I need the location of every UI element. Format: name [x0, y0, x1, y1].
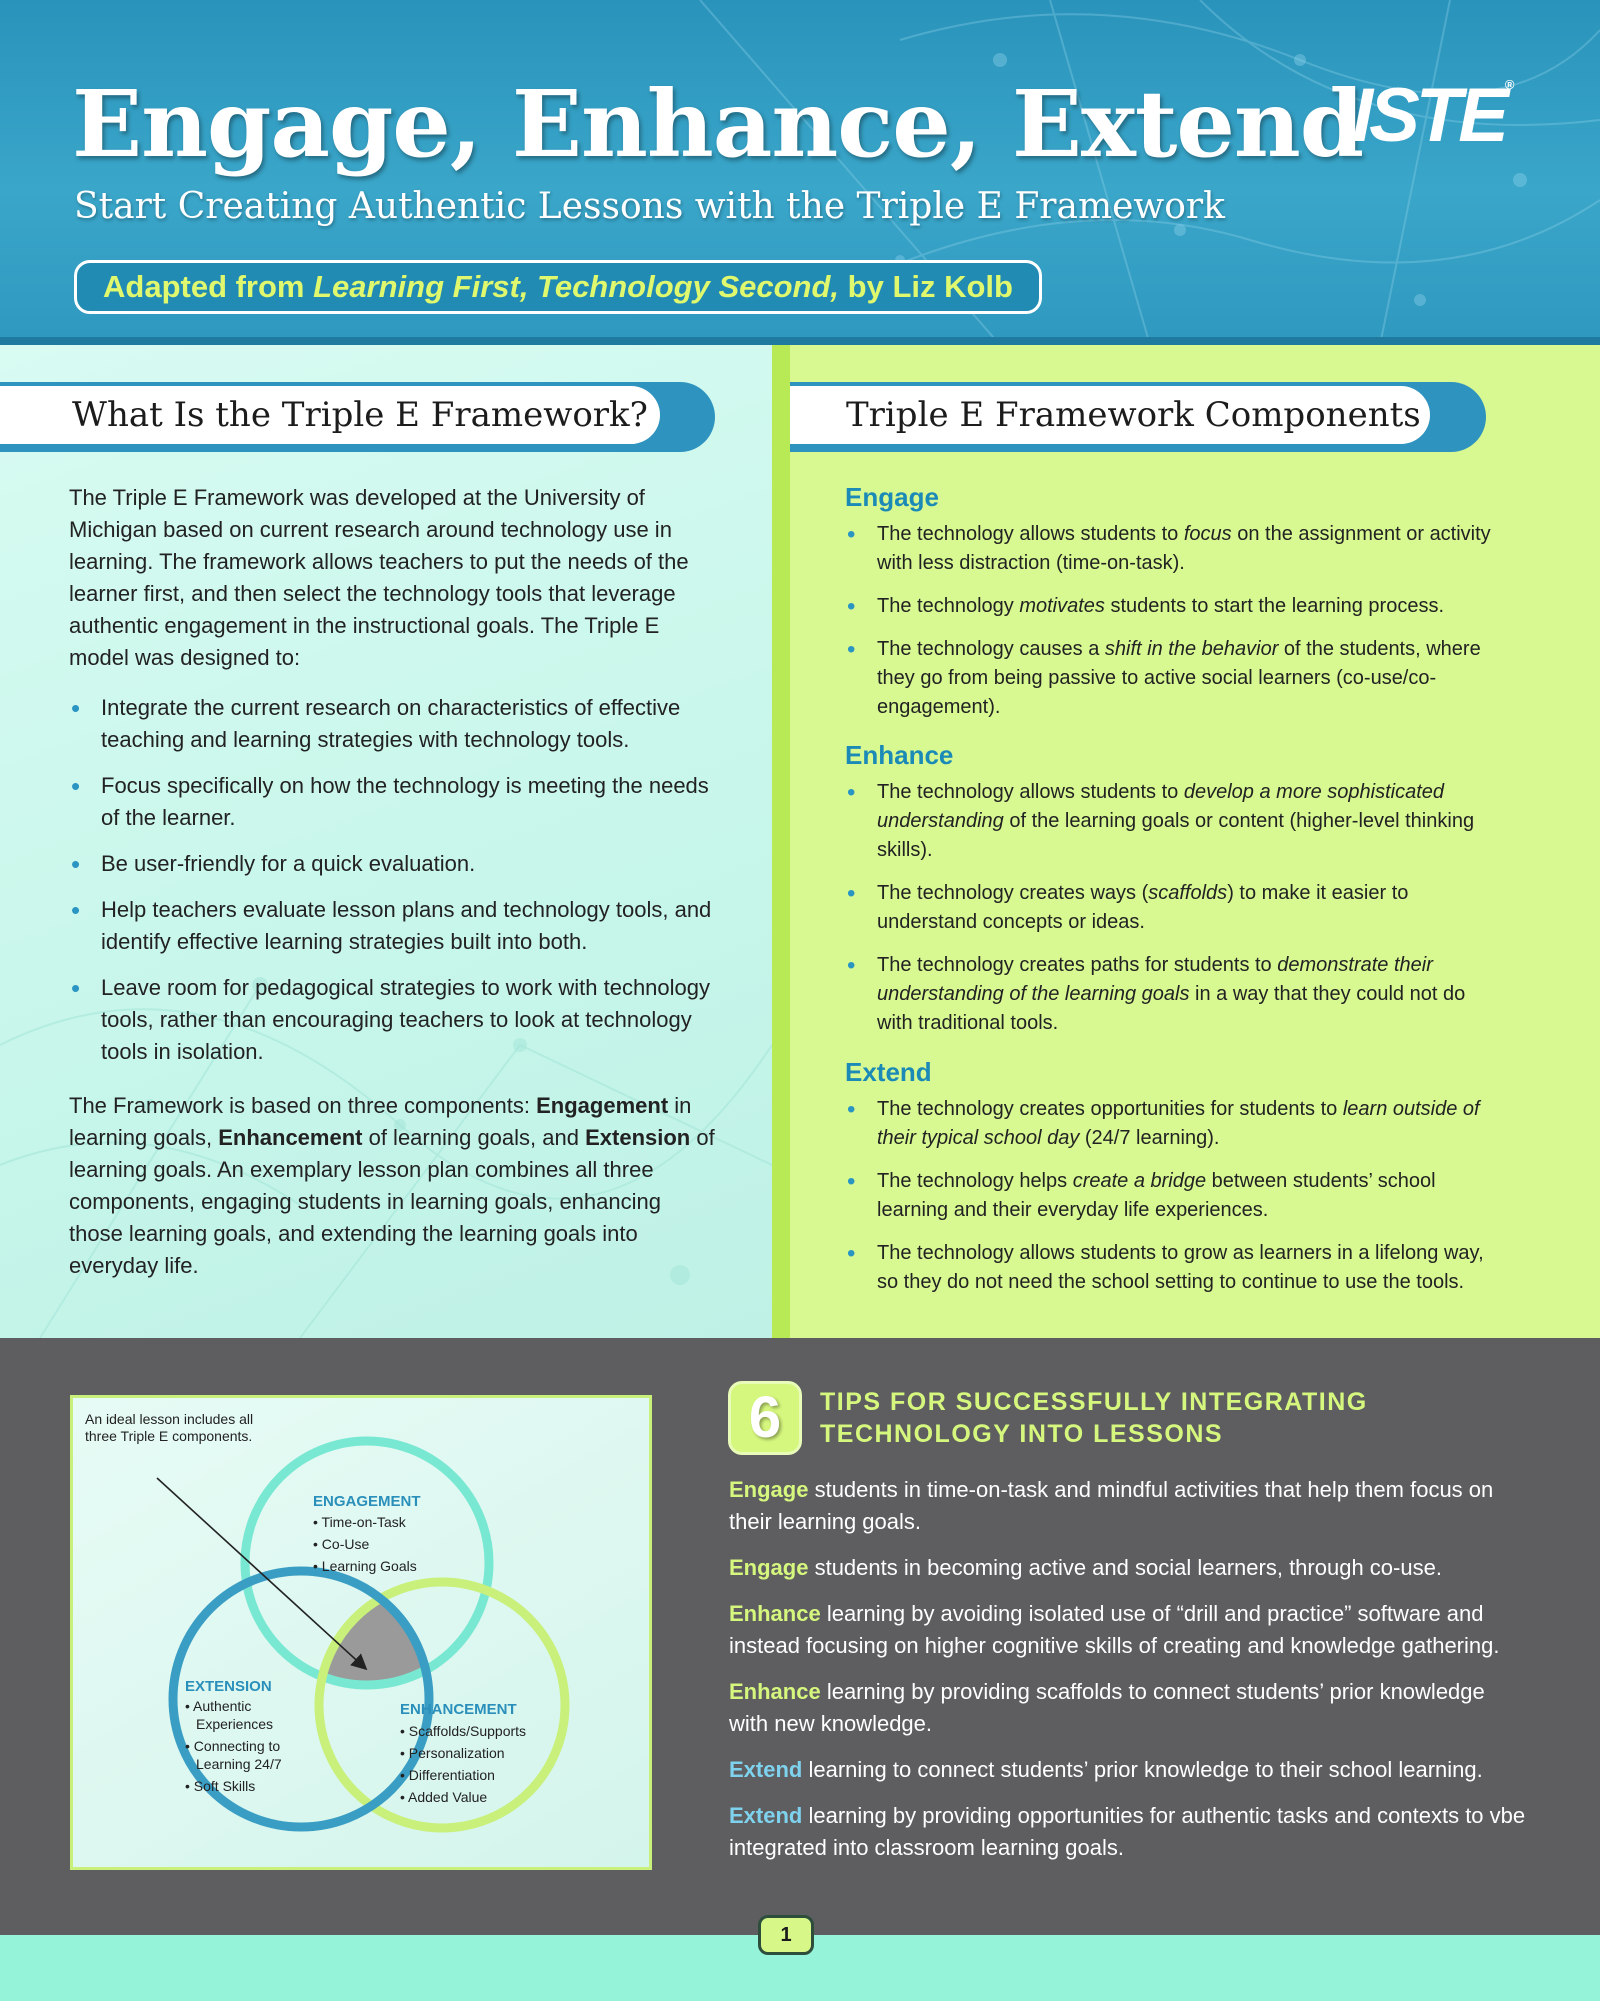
- engagement-item: • Co-Use: [313, 1536, 370, 1552]
- adapted-author: by Liz Kolb: [839, 269, 1013, 304]
- extension-item: Experiences: [196, 1716, 274, 1732]
- list-item: • Leave room for pedagogical strategies to work with technology tools, rather than encouraging teachers to look at technology tools in isolation.: [69, 972, 717, 1068]
- extend-heading: Extend: [845, 1057, 932, 1087]
- tip-keyword: Extend: [729, 1803, 803, 1828]
- engagement-item: • Learning Goals: [313, 1558, 417, 1574]
- closing-text: of learning goals, and: [362, 1125, 586, 1150]
- enhancement-term: Enhancement: [218, 1125, 363, 1150]
- enhance-list: [845, 778, 1505, 1052]
- iste-logo: [1352, 73, 1515, 158]
- tip-text: students in becoming active and social learners, through co-use.: [808, 1555, 1442, 1580]
- extension-label: EXTENSION: [185, 1678, 272, 1695]
- enhancement-label: ENHANCEMENT: [400, 1701, 517, 1718]
- tip-keyword: Enhance: [729, 1679, 821, 1704]
- list-item: • The technology creates paths for students to demonstrate their understanding of the learning goals in a way that they could not do with traditional tools.: [845, 951, 1505, 1038]
- components-heading: Triple E Framework Components: [790, 386, 1430, 444]
- venn-diagram: [73, 1398, 649, 1867]
- logo-text: ISTE: [1352, 73, 1505, 158]
- extension-item: • Soft Skills: [185, 1778, 256, 1794]
- engagement-item: • Time-on-Task: [313, 1514, 406, 1530]
- engagement-label: ENGAGEMENT: [313, 1493, 421, 1510]
- engage-list: [845, 520, 1505, 736]
- closing-text: of learning goals. An exemplary lesson plan combines all three components, engaging students in learning goals, enhancing those learning goals, and extending the learning goals into everyday life.: [69, 1125, 715, 1278]
- page-number: 1: [758, 1915, 814, 1955]
- extension-item: Learning 24/7: [196, 1756, 282, 1772]
- adapted-book-title: Learning First, Technology Second,: [313, 269, 840, 304]
- list-item: • Integrate the current research on characteristics of effective teaching and learning strategies with technology tools.: [69, 692, 717, 756]
- list-item: • The technology causes a shift in the behavior of the students, where they go from being passive to active social learners (co-use/co-engagement).: [845, 635, 1505, 722]
- enhancement-item: • Personalization: [400, 1745, 505, 1761]
- tips-heading: [820, 1386, 1368, 1450]
- column-separator: [772, 345, 790, 1338]
- tip-keyword: Engage: [729, 1477, 809, 1502]
- closing-text: in learning goals,: [69, 1093, 692, 1150]
- tip-text: learning to connect students’ prior knowledge to their school learning.: [802, 1757, 1483, 1782]
- closing-text: The Framework is based on three components:: [69, 1093, 537, 1118]
- what-is-heading-tab: [0, 382, 715, 452]
- tip-text: learning by providing opportunities for authentic tasks and contexts to vbe integrated into classroom learning goals.: [729, 1803, 1526, 1860]
- logo-trademark: ®: [1504, 77, 1515, 92]
- enhance-heading: Enhance: [845, 740, 954, 770]
- tip-item: [729, 1552, 1529, 1584]
- design-goals-list: [69, 692, 717, 1082]
- adapted-prefix: Adapted from: [103, 269, 314, 304]
- tip-item: [729, 1474, 1529, 1538]
- extension-term: Extension: [585, 1125, 691, 1150]
- closing-paragraph: [69, 1090, 717, 1282]
- tip-item: [729, 1676, 1529, 1740]
- diagram-note: An ideal lesson includes all: [85, 1411, 254, 1427]
- tip-item: [729, 1800, 1529, 1864]
- components-heading-tab: [790, 382, 1486, 452]
- tips-heading-line: TIPS FOR SUCCESSFULLY INTEGRATING: [820, 1388, 1368, 1416]
- list-item: • The technology allows students to develop a more sophisticated understanding of the learning goals or content (higher-level thinking skills).: [845, 778, 1505, 865]
- list-item: • The technology creates opportunities for students to learn outside of their typical school day (24/7 learning).: [845, 1095, 1505, 1153]
- tip-text: learning by avoiding isolated use of “drill and practice” software and instead focusing on higher cognitive skills of creating and knowledge gathering.: [729, 1601, 1500, 1658]
- list-item: • Be user-friendly for a quick evaluation.: [69, 848, 717, 880]
- extension-item: • Connecting to: [185, 1738, 281, 1754]
- list-item: • The technology motivates students to start the learning process.: [845, 592, 1505, 621]
- tip-keyword: Engage: [729, 1555, 809, 1580]
- tip-keyword: Extend: [729, 1757, 803, 1782]
- list-item: • The technology creates ways (scaffolds) to make it easier to understand concepts or ideas.: [845, 879, 1505, 937]
- tip-text: learning by providing scaffolds to connect students’ prior knowledge with new knowledge.: [729, 1679, 1485, 1736]
- page-header: [0, 0, 1600, 345]
- list-item: • Help teachers evaluate lesson plans and technology tools, and identify effective learning strategies built into both.: [69, 894, 717, 958]
- enhancement-item: • Differentiation: [400, 1767, 495, 1783]
- page-title: Engage, Enhance, Extend: [72, 70, 1364, 178]
- engage-heading: Engage: [845, 482, 939, 512]
- list-item: • The technology allows students to grow as learners in a lifelong way, so they do not need the school setting to continue to use the tools.: [845, 1239, 1505, 1297]
- tips-number-badge: 6: [728, 1381, 802, 1455]
- what-is-heading: What Is the Triple E Framework?: [0, 386, 660, 444]
- extension-item: • Authentic: [185, 1698, 252, 1714]
- list-item: • The technology helps create a bridge between students’ school learning and their everyday life experiences.: [845, 1167, 1505, 1225]
- tip-text: students in time-on-task and mindful activities that help them focus on their learning goals.: [729, 1477, 1494, 1534]
- enhancement-item: • Scaffolds/Supports: [400, 1723, 527, 1739]
- enhancement-item: • Added Value: [400, 1789, 488, 1805]
- engagement-term: Engagement: [536, 1093, 669, 1118]
- extend-list: [845, 1095, 1505, 1311]
- diagram-note: three Triple E components.: [85, 1428, 253, 1444]
- tip-item: [729, 1754, 1529, 1786]
- tip-keyword: Enhance: [729, 1601, 821, 1626]
- venn-diagram-panel: [70, 1395, 652, 1870]
- page-subtitle: Start Creating Authentic Lessons with the Triple E Framework: [74, 186, 1225, 227]
- intro-paragraph: The Triple E Framework was developed at the University of Michigan based on current research around technology use in learning. The framework allows teachers to put the needs of the learner first, and then select the technology tools that leverage authentic engagement in the instructional goals. The Triple E model was designed to:: [69, 485, 689, 670]
- tips-list: [729, 1474, 1529, 1878]
- list-item: • The technology allows students to focus on the assignment or activity with less distraction (time-on-task).: [845, 520, 1505, 578]
- tips-heading-line: TECHNOLOGY INTO LESSONS: [820, 1420, 1224, 1448]
- adapted-from-badge: [74, 260, 1042, 314]
- tip-item: [729, 1598, 1529, 1662]
- list-item: • Focus specifically on how the technology is meeting the needs of the learner.: [69, 770, 717, 834]
